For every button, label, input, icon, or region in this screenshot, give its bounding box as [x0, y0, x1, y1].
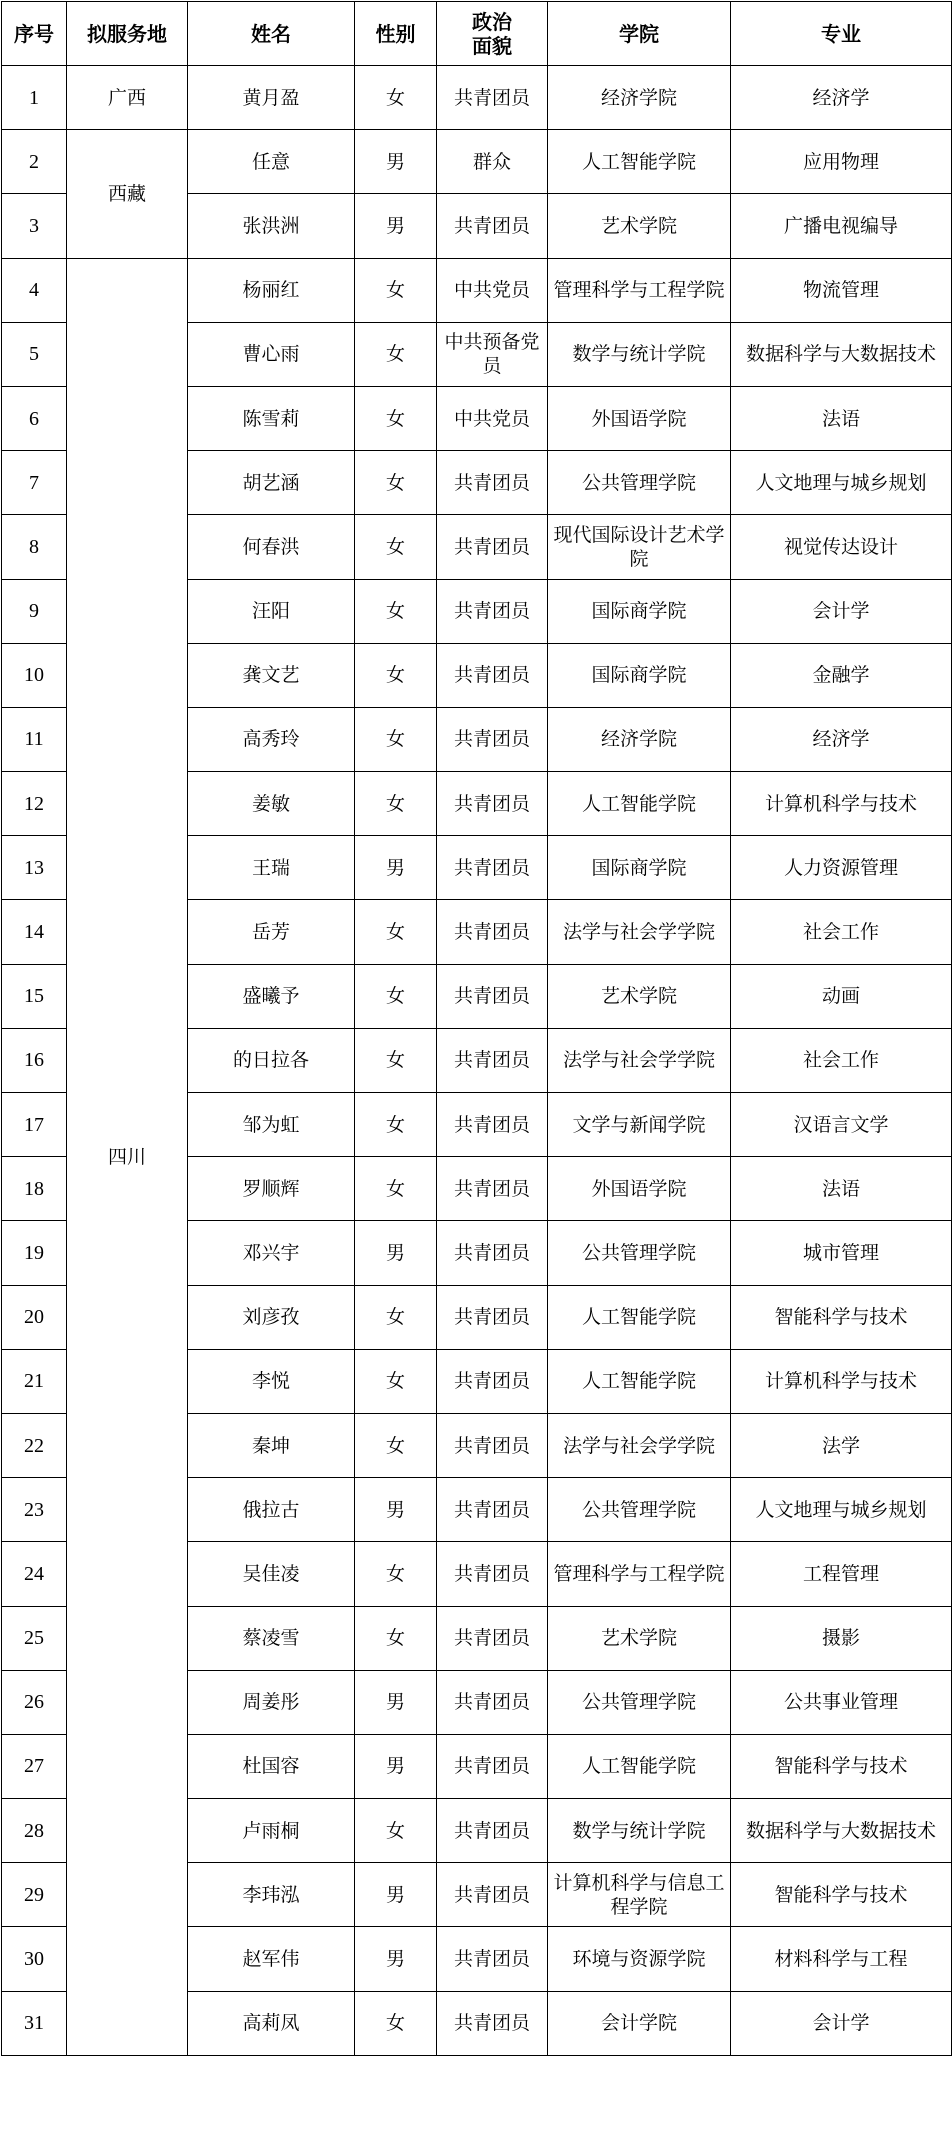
cell-college: 国际商学院	[548, 579, 731, 643]
cell-name: 盛曦予	[188, 964, 355, 1028]
cell-no: 30	[2, 1927, 67, 1991]
cell-no: 29	[2, 1863, 67, 1927]
cell-name: 姜敏	[188, 772, 355, 836]
cell-major: 动画	[731, 964, 952, 1028]
cell-name: 的日拉各	[188, 1028, 355, 1092]
table-row	[2, 258, 952, 322]
cell-political: 共青团员	[437, 1927, 548, 1991]
cell-major: 人力资源管理	[731, 836, 952, 900]
cell-gender: 女	[355, 451, 437, 515]
cell-major: 金融学	[731, 643, 952, 707]
header-major: 专业	[731, 2, 952, 66]
cell-college: 艺术学院	[548, 194, 731, 258]
cell-political: 共青团员	[437, 1670, 548, 1734]
cell-name: 赵军伟	[188, 1927, 355, 1991]
cell-political: 共青团员	[437, 1221, 548, 1285]
cell-no: 6	[2, 386, 67, 450]
header-gender: 性别	[355, 2, 437, 66]
cell-college: 管理科学与工程学院	[548, 258, 731, 322]
cell-major: 会计学	[731, 1991, 952, 2055]
cell-gender: 女	[355, 1093, 437, 1157]
volunteer-table	[1, 1, 952, 2056]
cell-gender: 男	[355, 194, 437, 258]
cell-gender: 男	[355, 1863, 437, 1927]
cell-no: 15	[2, 964, 67, 1028]
cell-college: 外国语学院	[548, 1157, 731, 1221]
cell-major: 社会工作	[731, 1028, 952, 1092]
cell-name: 吴佳凌	[188, 1542, 355, 1606]
cell-no: 1	[2, 66, 67, 130]
cell-no: 13	[2, 836, 67, 900]
cell-region: 西藏	[67, 130, 188, 258]
cell-political: 群众	[437, 130, 548, 194]
cell-name: 岳芳	[188, 900, 355, 964]
cell-gender: 女	[355, 1285, 437, 1349]
cell-gender: 女	[355, 515, 437, 579]
cell-major: 工程管理	[731, 1542, 952, 1606]
cell-major: 智能科学与技术	[731, 1285, 952, 1349]
cell-name: 曹心雨	[188, 322, 355, 386]
cell-gender: 男	[355, 1478, 437, 1542]
cell-name: 何春洪	[188, 515, 355, 579]
cell-college: 国际商学院	[548, 836, 731, 900]
cell-college: 人工智能学院	[548, 772, 731, 836]
cell-gender: 男	[355, 1221, 437, 1285]
cell-no: 25	[2, 1606, 67, 1670]
cell-name: 周姜彤	[188, 1670, 355, 1734]
cell-major: 广播电视编导	[731, 194, 952, 258]
cell-major: 会计学	[731, 579, 952, 643]
cell-no: 16	[2, 1028, 67, 1092]
cell-name: 李悦	[188, 1349, 355, 1413]
cell-name: 陈雪莉	[188, 386, 355, 450]
cell-political: 中共党员	[437, 386, 548, 450]
cell-gender: 女	[355, 1542, 437, 1606]
cell-major: 材料科学与工程	[731, 1927, 952, 1991]
cell-college: 外国语学院	[548, 386, 731, 450]
cell-gender: 女	[355, 1157, 437, 1221]
cell-gender: 女	[355, 66, 437, 130]
cell-name: 蔡凌雪	[188, 1606, 355, 1670]
cell-political: 共青团员	[437, 1028, 548, 1092]
cell-college: 数学与统计学院	[548, 1799, 731, 1863]
cell-major: 物流管理	[731, 258, 952, 322]
cell-major: 公共事业管理	[731, 1670, 952, 1734]
cell-political: 共青团员	[437, 1285, 548, 1349]
cell-major: 数据科学与大数据技术	[731, 1799, 952, 1863]
cell-college: 人工智能学院	[548, 1349, 731, 1413]
cell-region: 广西	[67, 66, 188, 130]
cell-no: 22	[2, 1413, 67, 1477]
cell-major: 数据科学与大数据技术	[731, 322, 952, 386]
cell-college: 公共管理学院	[548, 1478, 731, 1542]
cell-major: 摄影	[731, 1606, 952, 1670]
cell-major: 城市管理	[731, 1221, 952, 1285]
cell-college: 管理科学与工程学院	[548, 1542, 731, 1606]
header-political	[437, 2, 548, 66]
cell-college: 会计学院	[548, 1991, 731, 2055]
cell-gender: 女	[355, 707, 437, 771]
cell-gender: 女	[355, 386, 437, 450]
cell-college: 人工智能学院	[548, 130, 731, 194]
cell-major: 智能科学与技术	[731, 1734, 952, 1798]
cell-no: 3	[2, 194, 67, 258]
cell-major: 计算机科学与技术	[731, 772, 952, 836]
cell-gender: 女	[355, 322, 437, 386]
cell-major: 社会工作	[731, 900, 952, 964]
cell-college: 公共管理学院	[548, 451, 731, 515]
cell-political: 共青团员	[437, 1478, 548, 1542]
cell-gender: 男	[355, 130, 437, 194]
cell-name: 汪阳	[188, 579, 355, 643]
header-college: 学院	[548, 2, 731, 66]
cell-name: 邹为虹	[188, 1093, 355, 1157]
cell-major: 视觉传达设计	[731, 515, 952, 579]
cell-no: 14	[2, 900, 67, 964]
cell-name: 龚文艺	[188, 643, 355, 707]
cell-major: 人文地理与城乡规划	[731, 451, 952, 515]
cell-political: 中共党员	[437, 258, 548, 322]
cell-political: 共青团员	[437, 1991, 548, 2055]
header-political-line: 面貌	[472, 33, 512, 58]
cell-no: 19	[2, 1221, 67, 1285]
cell-political: 共青团员	[437, 707, 548, 771]
cell-no: 31	[2, 1991, 67, 2055]
cell-no: 4	[2, 258, 67, 322]
header-row	[2, 2, 952, 66]
cell-gender: 女	[355, 1991, 437, 2055]
cell-gender: 女	[355, 1413, 437, 1477]
table-row	[2, 66, 952, 130]
cell-political: 共青团员	[437, 1542, 548, 1606]
cell-college: 艺术学院	[548, 964, 731, 1028]
cell-college: 计算机科学与信息工程学院	[548, 1863, 731, 1927]
cell-major: 法学	[731, 1413, 952, 1477]
cell-gender: 男	[355, 1670, 437, 1734]
cell-name: 罗顺辉	[188, 1157, 355, 1221]
cell-region: 四川	[67, 258, 188, 2055]
cell-no: 17	[2, 1093, 67, 1157]
header-no: 序号	[2, 2, 67, 66]
cell-no: 28	[2, 1799, 67, 1863]
cell-political: 共青团员	[437, 515, 548, 579]
cell-college: 环境与资源学院	[548, 1927, 731, 1991]
cell-major: 智能科学与技术	[731, 1863, 952, 1927]
cell-political: 共青团员	[437, 1863, 548, 1927]
cell-political: 共青团员	[437, 900, 548, 964]
cell-gender: 女	[355, 772, 437, 836]
cell-major: 经济学	[731, 66, 952, 130]
cell-gender: 女	[355, 964, 437, 1028]
cell-college: 国际商学院	[548, 643, 731, 707]
cell-gender: 男	[355, 836, 437, 900]
cell-gender: 男	[355, 1734, 437, 1798]
cell-college: 文学与新闻学院	[548, 1093, 731, 1157]
cell-gender: 女	[355, 1349, 437, 1413]
cell-gender: 女	[355, 579, 437, 643]
cell-no: 8	[2, 515, 67, 579]
cell-gender: 女	[355, 1606, 437, 1670]
cell-college: 数学与统计学院	[548, 322, 731, 386]
cell-no: 27	[2, 1734, 67, 1798]
cell-no: 20	[2, 1285, 67, 1349]
cell-gender: 女	[355, 643, 437, 707]
cell-college: 经济学院	[548, 707, 731, 771]
cell-major: 经济学	[731, 707, 952, 771]
header-region: 拟服务地	[67, 2, 188, 66]
cell-no: 11	[2, 707, 67, 771]
cell-major: 计算机科学与技术	[731, 1349, 952, 1413]
cell-name: 高莉凤	[188, 1991, 355, 2055]
cell-gender: 女	[355, 1799, 437, 1863]
cell-name: 任意	[188, 130, 355, 194]
cell-political: 共青团员	[437, 772, 548, 836]
cell-political: 共青团员	[437, 1799, 548, 1863]
cell-name: 张洪洲	[188, 194, 355, 258]
cell-name: 黄月盈	[188, 66, 355, 130]
cell-political: 共青团员	[437, 1093, 548, 1157]
cell-name: 李玮泓	[188, 1863, 355, 1927]
cell-name: 杨丽红	[188, 258, 355, 322]
cell-no: 21	[2, 1349, 67, 1413]
cell-no: 10	[2, 643, 67, 707]
cell-major: 人文地理与城乡规划	[731, 1478, 952, 1542]
cell-name: 王瑞	[188, 836, 355, 900]
table-row	[2, 130, 952, 194]
cell-no: 12	[2, 772, 67, 836]
cell-name: 俄拉古	[188, 1478, 355, 1542]
cell-college: 法学与社会学学院	[548, 1413, 731, 1477]
cell-name: 秦坤	[188, 1413, 355, 1477]
cell-college: 艺术学院	[548, 1606, 731, 1670]
cell-political: 共青团员	[437, 194, 548, 258]
cell-political: 中共预备党员	[437, 322, 548, 386]
header-political-line: 政治	[472, 9, 512, 34]
cell-no: 18	[2, 1157, 67, 1221]
cell-gender: 女	[355, 1028, 437, 1092]
cell-name: 刘彦孜	[188, 1285, 355, 1349]
cell-political: 共青团员	[437, 451, 548, 515]
cell-name: 高秀玲	[188, 707, 355, 771]
cell-no: 24	[2, 1542, 67, 1606]
cell-name: 卢雨桐	[188, 1799, 355, 1863]
cell-major: 法语	[731, 386, 952, 450]
cell-no: 9	[2, 579, 67, 643]
cell-name: 杜国容	[188, 1734, 355, 1798]
cell-political: 共青团员	[437, 836, 548, 900]
cell-political: 共青团员	[437, 579, 548, 643]
cell-no: 7	[2, 451, 67, 515]
cell-political: 共青团员	[437, 1349, 548, 1413]
cell-college: 人工智能学院	[548, 1285, 731, 1349]
cell-no: 2	[2, 130, 67, 194]
cell-gender: 女	[355, 258, 437, 322]
cell-gender: 女	[355, 900, 437, 964]
cell-political: 共青团员	[437, 1606, 548, 1670]
cell-political: 共青团员	[437, 964, 548, 1028]
cell-college: 经济学院	[548, 66, 731, 130]
cell-no: 26	[2, 1670, 67, 1734]
cell-major: 应用物理	[731, 130, 952, 194]
cell-major: 汉语言文学	[731, 1093, 952, 1157]
cell-political: 共青团员	[437, 643, 548, 707]
cell-college: 人工智能学院	[548, 1734, 731, 1798]
cell-name: 邓兴宇	[188, 1221, 355, 1285]
cell-college: 公共管理学院	[548, 1670, 731, 1734]
cell-gender: 男	[355, 1927, 437, 1991]
header-name: 姓名	[188, 2, 355, 66]
cell-name: 胡艺涵	[188, 451, 355, 515]
cell-political: 共青团员	[437, 66, 548, 130]
cell-college: 公共管理学院	[548, 1221, 731, 1285]
cell-no: 5	[2, 322, 67, 386]
cell-major: 法语	[731, 1157, 952, 1221]
cell-college: 法学与社会学学院	[548, 1028, 731, 1092]
cell-college: 法学与社会学学院	[548, 900, 731, 964]
cell-political: 共青团员	[437, 1157, 548, 1221]
cell-political: 共青团员	[437, 1734, 548, 1798]
cell-college: 现代国际设计艺术学院	[548, 515, 731, 579]
table-body	[2, 66, 952, 2056]
cell-political: 共青团员	[437, 1413, 548, 1477]
cell-no: 23	[2, 1478, 67, 1542]
